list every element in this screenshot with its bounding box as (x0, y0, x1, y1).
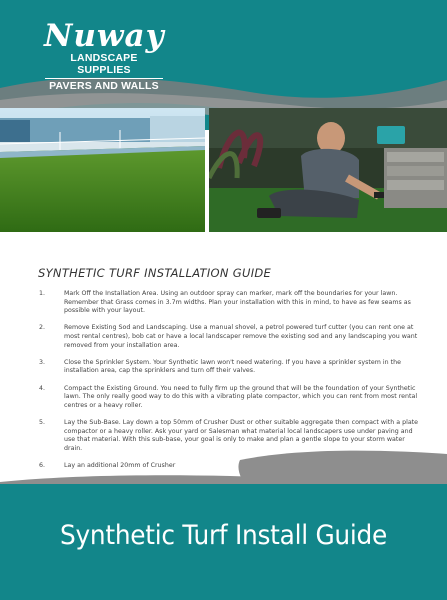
step-number: 2. (39, 324, 46, 332)
step-number: 4. (39, 384, 46, 392)
step-text: Mark Off the Installation Area. Using an outdoor spray can marker, mark off the boundaries for your lawn. Remember that Grass comes in 3.7m widths. Plan your installation with this in mind, to have as few seams as possible with your layout. (64, 290, 411, 315)
step-text: Compact the Existing Ground. You need to fully firm up the ground that will be the foundation of your Synthetic lawn. The only really good way to do this with a vibrating plate compactor, which you can rent from most rental centres or a heavy roller. (64, 384, 418, 409)
step-text: Lay the Sub-Base. Lay down a top 50mm of Crusher Dust or other suitable aggregate then compact with a plate compactor or a heavy roller. Ask your yard or Salesman what material local landscapers use under paving and use that material. With this sub-base, your goal is only to make and plan a gentle slope to your storm water drain. (64, 418, 419, 452)
step-number: 5. (39, 418, 46, 426)
logo-divider (45, 78, 163, 79)
photo-turf-installer (209, 108, 447, 232)
step-number: 1. (39, 290, 46, 297)
step-item (39, 359, 419, 376)
step-text: Close the Sprinkler System. Your Synthetic lawn won't need watering. If you have a sprinkler system in the installation area, cap the sprinklers and turn off their valves. (64, 358, 401, 375)
step-text: Lay an additional 20mm of Crusher (64, 461, 176, 469)
step-text: Remove Existing Sod and Landscaping. Use a manual shovel, a petrol powered turf cutter (you can rent one at most rental centres), bob cat or have a local landscaper remove the existing sod and any landscaping you want removed from your installation area. (64, 324, 418, 349)
logo-name: Nuway (44, 18, 165, 54)
step-item (39, 290, 419, 316)
logo-tagline-1: LANDSCAPE SUPPLIES (70, 52, 138, 76)
step-item (39, 385, 419, 411)
photo-rooftop-lawn (0, 108, 205, 232)
logo-tagline-2: PAVERS AND WALLS (49, 80, 159, 92)
nuway-logo[interactable] (44, 20, 164, 92)
document-title: SYNTHETIC TURF INSTALLATION GUIDE (38, 266, 272, 280)
step-item (39, 324, 419, 350)
step-number: 3. (39, 358, 46, 366)
step-number: 6. (39, 461, 46, 469)
banner-title: Synthetic Turf Install Guide (59, 520, 388, 551)
